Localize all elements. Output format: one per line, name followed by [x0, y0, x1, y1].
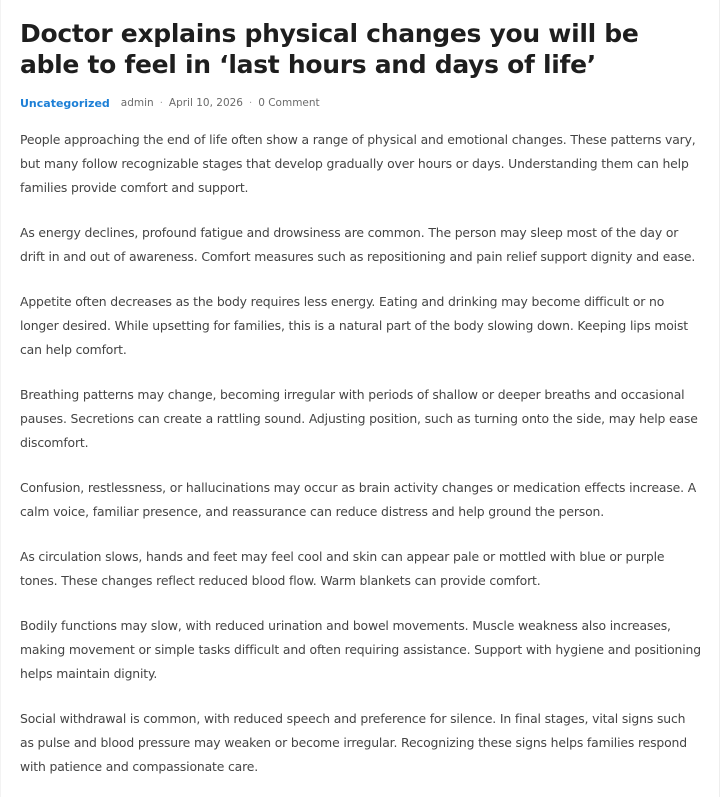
meta-separator: · — [159, 97, 163, 109]
article-content — [20, 128, 702, 779]
paragraph: As circulation slows, hands and feet may feel cool and skin can appear pale or mottled with blue or purple tones. These changes reflect reduced blood flow. Warm blankets can provide comfort. — [20, 549, 665, 588]
comments-link[interactable]: 0 Comment — [258, 97, 320, 109]
article — [20, 0, 702, 800]
paragraph: Social withdrawal is common, with reduced speech and preference for silence. In final stages, vital signs such as pulse and blood pressure may weaken or become irregular. Recognizing these signs helps families respond with patience and compassionate care. — [20, 711, 687, 774]
post-meta — [20, 94, 702, 112]
paragraph: Confusion, restlessness, or hallucinations may occur as brain activity changes or medication effects increase. A calm voice, familiar presence, and reassurance can reduce distress and help ground the person. — [20, 480, 697, 519]
category-link[interactable]: Uncategorized — [20, 96, 110, 110]
paragraph: Appetite often decreases as the body requires less energy. Eating and drinking may become difficult or no longer desired. While upsetting for families, this is a natural part of the body slowing down. Keeping lips moist can help comfort. — [20, 294, 688, 357]
paragraph: As energy declines, profound fatigue and drowsiness are common. The person may sleep most of the day or drift in and out of awareness. Comfort measures such as repositioning and pain relief support dignity and ease. — [20, 225, 696, 264]
paragraph: Bodily functions may slow, with reduced urination and bowel movements. Muscle weakness also increases, making movement or simple tasks difficult and often requiring assistance. Support with hygiene and positioning helps maintain dignity. — [20, 618, 701, 681]
meta-separator: · — [249, 97, 253, 109]
article-title: Doctor explains physical changes you will be able to feel in ‘last hours and days of life’ — [20, 19, 639, 79]
paragraph: People approaching the end of life often show a range of physical and emotional changes. These patterns vary, but many follow recognizable stages that develop gradually over hours or days. Understanding them can help families provide comfort and support. — [20, 132, 696, 195]
author-link[interactable]: admin — [120, 97, 154, 109]
post-date-link[interactable]: April 10, 2026 — [168, 97, 243, 109]
paragraph: Breathing patterns may change, becoming irregular with periods of shallow or deeper breaths and occasional pauses. Secretions can create a rattling sound. Adjusting position, such as turning onto the side, may help ease discomfort. — [20, 387, 698, 450]
